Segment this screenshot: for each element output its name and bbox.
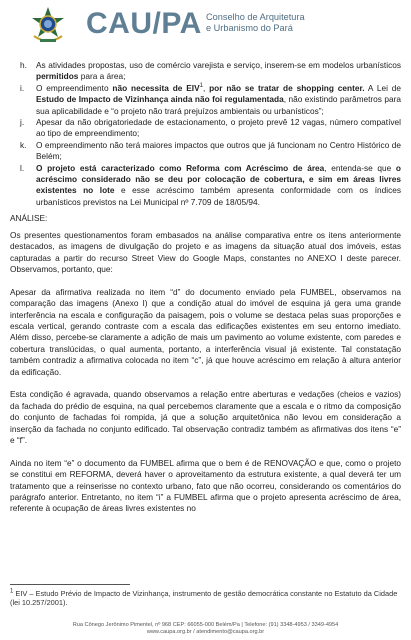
paragraph: Apesar da afirmativa realizada no item “d” do documento enviado pela FUMBEL, observamos na comparação das imagens (Anexo I) que a condição atual do imóvel de esquina já gera uma grande interferência na escala e configuração da paisagem, pois o volume se destaca pelas suas proporções e escala vertical, gerando contraste com a escala das edificações existentes em seu entorno imediato. Além disso, percebe-se claramente a adição de mais um pavimento ao volume existente, com paredes e cobertura translúcidas, o qual aumenta, portanto, a interferência visual já existente. Tal constatação também contradiz a afirmativa colocada no item “c”, já que houve acréscimo em relação à altura anterior da edificação. [10, 286, 401, 377]
item-list [10, 60, 401, 208]
analysis-heading: ANÁLISE: [10, 213, 48, 224]
letterhead [0, 0, 411, 54]
list-marker: l. [20, 162, 25, 173]
paragraph: Ainda no item “e” o documento da FUMBEL afirma que o bem é de RENOVAÇÃO e que, como o projeto se constitui em REFORMA, deverá haver o aproveitamento da estrutura existente, a qual deverá ter um tratamento que a reinserisse no contexto urbano, fato que não ocorreu, considerando os comentários do parágrafo anterior. Entretanto, no item “i” a FUMBEL afirma que o projeto apresenta acréscimo de área, referente à ocupação de áreas livres existentes no [10, 457, 401, 514]
list-item: i. O empreendimento não necessita de EIV$^1$, por não se tratar de shopping center. A Lei de Estudo de Impacto de Vizinhança ainda não foi regulamentada, não existindo parâmetros para sua aplicabilidade e “o projeto não trará prejuízos ambientais ou urbanísticos”; [20, 82, 402, 116]
footnote: $^1$ EIV – Estudo Prévio de Impacto de Vizinhança, instrumento de gestão democrática constante no Estatuto da Cidade (lei 10.257/2001). [10, 588, 398, 608]
list-marker: h. [20, 60, 27, 70]
brazil-coat-of-arms-icon [28, 6, 68, 46]
list-marker: j. [20, 117, 25, 128]
list-item: h. As atividades propostas, uso de comércio varejista e serviço, inserem-se em modelos urbanísticos permitidos para a área; [20, 60, 401, 82]
footnote-divider [10, 584, 130, 585]
page-footer [0, 622, 411, 636]
list-marker: k. [20, 139, 27, 150]
list-item: l. O projeto está caracterizado como Reforma com Acréscimo de área, entenda-se que o acréscimo considerado não se deu por colocação de cobertura, e sim em áreas livres existentes no lote e esse acréscimo também apresenta conformidade com os índices urbanísticos previstos na Lei Municipal nº 7.709 de 18/05/94. [20, 162, 401, 207]
council-name: Conselho de Arquitetura e Urbanismo do Pará [206, 12, 305, 33]
list-item: k. O empreendimento não terá maiores impactos que outros que já funcionam no Centro Histórico de Belém; [20, 139, 401, 162]
list-marker: i. [20, 82, 25, 93]
paragraph: Os presentes questionamentos foram embasados na análise comparativa entre os itens anteriormente destacados, as imagens de divulgação do projeto e as imagens da situação atual dos imóveis, estas capturadas a partir do recurso Street View do Google Maps, constantes no ANEXO I deste parecer. Observamos, portanto, que: [10, 229, 401, 274]
brand-logo: CAU/PA [86, 7, 202, 40]
paragraph: Esta condição é agravada, quando observamos a relação entre aberturas e vedações (cheios e vazios) da fachada do prédio de esquina, na qual percebemos claramente que a escala e o ritmo da composição do conjunto de fachadas foi rompida, já que a solução arquitetônica não levou em consideração a inserção da fachada no conjunto edificado. Tal observação contradiz também as afirmativas dos itens “e” e “f”. [10, 389, 401, 445]
list-item: j. Apesar da não obrigatoriedade de estacionamento, o projeto prevê 12 vagas, número compatível ao tipo de empreendimento; [20, 117, 401, 139]
document-body [10, 60, 401, 515]
footer-contact: www.caupa.org.br / atendimento@caupa.org.br [146, 629, 265, 635]
footer-address: Rua Cônego Jerônimo Pimentel, nº 968 CEP: 66055-000 Belém/Pa | Telefone: (91) 3348-4953 / 3349-4954 [72, 622, 339, 628]
